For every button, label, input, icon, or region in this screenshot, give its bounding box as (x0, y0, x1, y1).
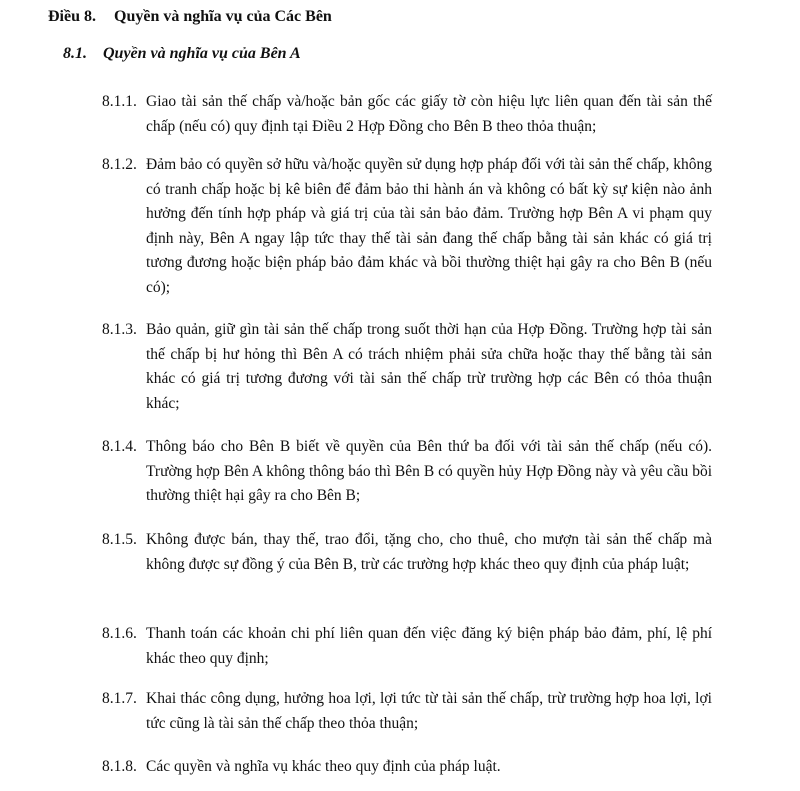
clause-number: 8.1.1. (102, 93, 137, 110)
article-heading (48, 5, 332, 29)
section-title: Quyền và nghĩa vụ của Bên A (103, 45, 301, 62)
article-title: Quyền và nghĩa vụ của Các Bên (114, 8, 332, 25)
section-heading (63, 42, 301, 66)
clause-8-1-5 (102, 528, 712, 577)
clause-number: 8.1.8. (102, 758, 137, 775)
clause-number: 8.1.5. (102, 531, 137, 548)
clause-text: Giao tài sản thế chấp và/hoặc bản gốc các giấy tờ còn hiệu lực liên quan đến tài sản thế chấp (nếu có) quy định tại Điều 2 Hợp Đồng cho Bên B theo thỏa thuận; (146, 93, 712, 135)
clause-number: 8.1.4. (102, 438, 137, 455)
clause-number: 8.1.3. (102, 321, 137, 338)
clause-text: Không được bán, thay thế, trao đổi, tặng cho, cho thuê, cho mượn tài sản thế chấp mà không được sự đồng ý của Bên B, trừ các trường hợp khác theo quy định của pháp luật; (146, 531, 712, 573)
clause-8-1-8 (102, 755, 712, 780)
clause-text: Thanh toán các khoản chi phí liên quan đến việc đăng ký biện pháp bảo đảm, phí, lệ phí khác theo quy định; (146, 625, 712, 667)
clause-text: Các quyền và nghĩa vụ khác theo quy định của pháp luật. (146, 758, 501, 775)
article-number: Điều 8. (48, 8, 96, 25)
clause-text: Khai thác công dụng, hưởng hoa lợi, lợi tức từ tài sản thế chấp, trừ trường hợp hoa lợi, lợi tức cũng là tài sản thế chấp theo thỏa thuận; (146, 690, 712, 732)
clause-8-1-6 (102, 622, 712, 671)
clause-number: 8.1.7. (102, 690, 137, 707)
clause-text: Thông báo cho Bên B biết về quyền của Bên thứ ba đối với tài sản thế chấp (nếu có). Trường hợp Bên A không thông báo thì Bên B có quyền hủy Hợp Đồng này và yêu cầu bồi thường thiệt hại gây ra cho Bên B; (146, 438, 712, 504)
clause-8-1-3 (102, 318, 712, 416)
section-number: 8.1. (63, 45, 87, 62)
clause-8-1-2 (102, 153, 712, 300)
clause-8-1-7 (102, 687, 712, 736)
clause-number: 8.1.2. (102, 156, 137, 173)
clause-text: Bảo quản, giữ gìn tài sản thế chấp trong suốt thời hạn của Hợp Đồng. Trường hợp tài sản thế chấp bị hư hỏng thì Bên A có trách nhiệm phải sửa chữa hoặc thay thế bằng tài sản khác có giá trị tương đương với tài sản thế chấp trừ trường hợp các Bên có thỏa thuận khác; (146, 321, 712, 412)
clause-8-1-1 (102, 90, 712, 139)
clause-number: 8.1.6. (102, 625, 137, 642)
clause-text: Đảm bảo có quyền sở hữu và/hoặc quyền sử dụng hợp pháp đối với tài sản thế chấp, không có tranh chấp hoặc bị kê biên để đảm bảo thi hành án và không có bất kỳ sự kiện nào ảnh hưởng đến tính hợp pháp và giá trị của tài sản bảo đảm. Trường hợp Bên A vi phạm quy định này, Bên A ngay lập tức thay thế tài sản đang thế chấp bằng tài sản khác có giá trị tương đương hoặc biện pháp bảo đảm khác và bồi thường thiệt hại gây ra cho Bên B (nếu có); (146, 156, 712, 296)
clause-8-1-4 (102, 435, 712, 509)
